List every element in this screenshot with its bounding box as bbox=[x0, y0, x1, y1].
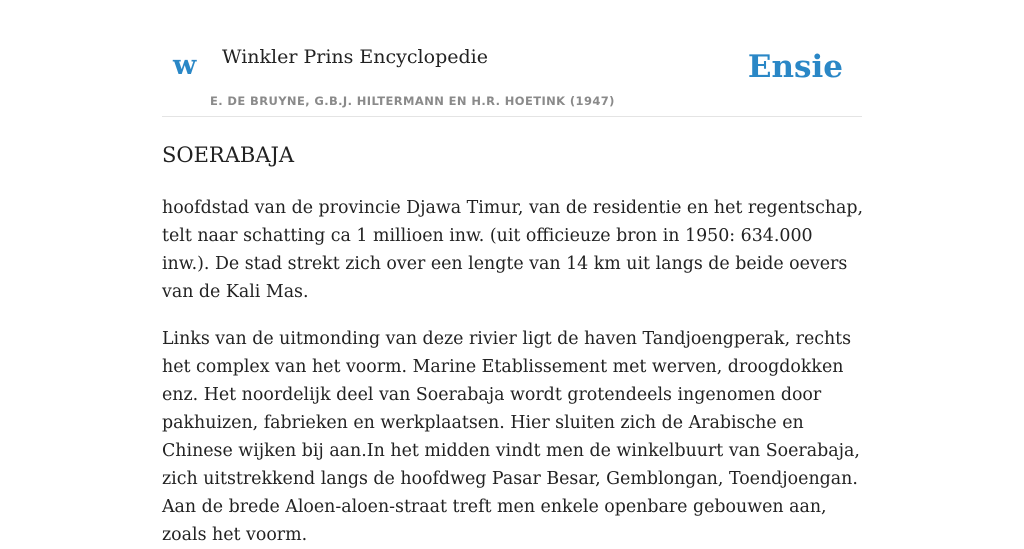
book-title[interactable]: Winkler Prins Encyclopedie bbox=[222, 46, 488, 68]
site-header bbox=[162, 0, 862, 117]
article-paragraph-1: hoofdstad van de provincie Djawa Timur, van de residentie en het regentschap, telt naar schatting ca 1 millioen inw. (uit officieuze bron in 1950: 634.000 inw.). De stad strekt zich over een lengte van 14 km uit langs de beide oevers van de Kali Mas. bbox=[162, 198, 864, 302]
article-paragraph-2: Links van de uitmonding van deze rivier ligt de haven Tandjoengperak, rechts het complex van het voorm. Marine Etablissement met werven, droogdokken enz. Het noordelijk deel van Soerabaja wordt grotendeels ingenomen door pakhuizen, fabrieken en werkplaatsen. Hier sluiten zich de Arabische en Chinese wijken bij aan.In het midden vindt men de winkelbuurt van Soerabaja, zich uitstrekkend langs de hoofdweg Pasar Besar, Gemblongan, Toendjoengan. Aan de brede Aloen-aloen-straat treft men enkele openbare gebouwen aan, zoals het voorm. bbox=[162, 329, 860, 545]
winkler-prins-logo-icon[interactable]: w bbox=[173, 50, 197, 81]
ensie-brand-link[interactable]: Ensie bbox=[747, 49, 843, 85]
article-title: SOERABAJA bbox=[162, 143, 295, 167]
book-authors: E. DE BRUYNE, G.B.J. HILTERMANN EN H.R. HOETINK (1947) bbox=[210, 94, 615, 108]
article bbox=[162, 140, 864, 549]
